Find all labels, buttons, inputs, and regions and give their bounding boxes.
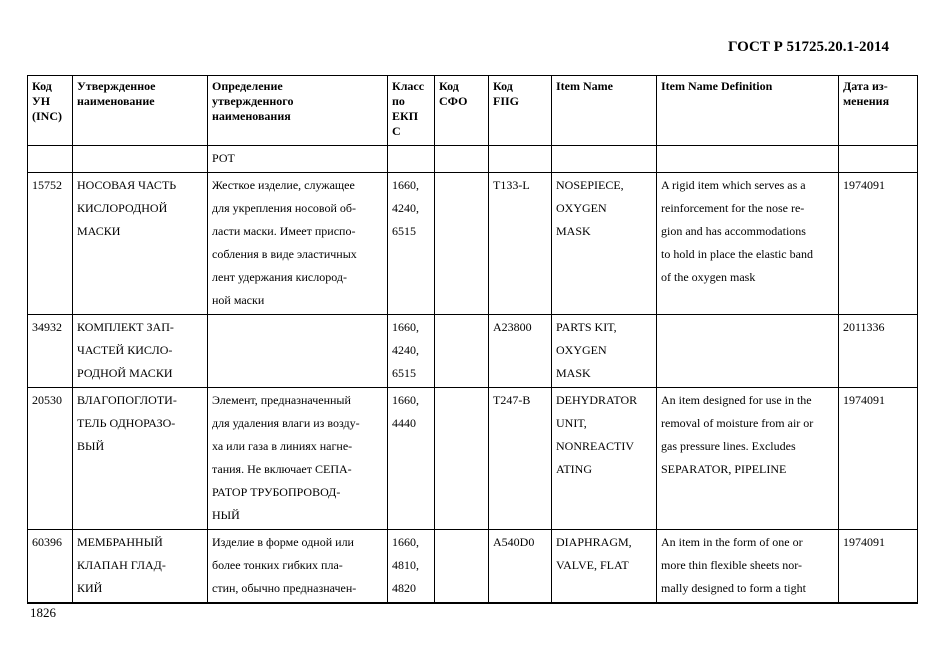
cell-approved-name	[73, 388, 208, 530]
cell-approved-name	[73, 173, 208, 315]
cell-text-line: 4440	[392, 416, 416, 430]
cell-text-line: 6515	[392, 366, 416, 380]
cell-text-line: 34932	[32, 320, 62, 334]
cell-sfo-code	[435, 388, 489, 530]
cell-inc-code	[28, 173, 73, 315]
cell-text-line: 1974091	[843, 535, 885, 549]
cell-text-line: 1660,	[392, 178, 419, 192]
cell-text-line: 2011336	[843, 320, 885, 334]
cell-text-line: 4240,	[392, 343, 419, 357]
cell-text-line: MASK	[556, 224, 591, 238]
cell-text-line: removal of moisture from air or	[661, 416, 814, 430]
cell-name-definition	[208, 530, 388, 604]
continuation-cell-approved-name	[73, 146, 208, 173]
cell-text-line: 1660,	[392, 535, 419, 549]
cell-approved-name	[73, 315, 208, 388]
header-inc-code: Код УН (INC)	[28, 76, 73, 146]
cell-text-line: тания. Не включает СЕПА-	[212, 462, 352, 476]
cell-text-line: 6515	[392, 224, 416, 238]
cell-text-line: для удаления влаги из возду-	[212, 416, 360, 430]
cell-inc-code	[28, 530, 73, 604]
cell-text-line: DIAPHRAGM,	[556, 535, 632, 549]
header-change-date: Дата из- менения	[839, 76, 918, 146]
cell-item-name-definition	[657, 315, 839, 388]
cell-text-line: РОТ	[212, 151, 235, 165]
continuation-cell-fiig-code	[489, 146, 552, 173]
cell-text-line: VALVE, FLAT	[556, 558, 629, 572]
continuation-cell-sfo-code	[435, 146, 489, 173]
cell-fiig-code	[489, 173, 552, 315]
cell-text-line: НЫЙ	[212, 508, 240, 522]
cell-text-line: to hold in place the elastic band	[661, 247, 813, 261]
cell-text-line: ATING	[556, 462, 592, 476]
cell-text-line: 4240,	[392, 201, 419, 215]
cell-change-date	[839, 388, 918, 530]
cell-class	[388, 530, 435, 604]
cell-text-line: собления в виде эластичных	[212, 247, 357, 261]
cell-sfo-code	[435, 315, 489, 388]
cell-text-line: более тонких гибких пла-	[212, 558, 343, 572]
cell-text-line: OXYGEN	[556, 343, 607, 357]
cell-inc-code	[28, 388, 73, 530]
cell-text-line: 1660,	[392, 393, 419, 407]
cell-fiig-code	[489, 388, 552, 530]
cell-text-line: ВЫЙ	[77, 439, 105, 453]
cell-item-name-definition	[657, 173, 839, 315]
cell-text-line: gion and has accommodations	[661, 224, 806, 238]
cell-text-line: gas pressure lines. Excludes	[661, 439, 796, 453]
cell-text-line: КОМПЛЕКТ ЗАП-	[77, 320, 174, 334]
cell-text-line: PARTS KIT,	[556, 320, 617, 334]
cell-text-line: РАТОР ТРУБОПРОВОД-	[212, 485, 341, 499]
cell-text-line: A rigid item which serves as a	[661, 178, 806, 192]
cell-text-line: Изделие в форме одной или	[212, 535, 354, 549]
cell-sfo-code	[435, 530, 489, 604]
cell-fiig-code	[489, 315, 552, 388]
cell-text-line: An item designed for use in the	[661, 393, 812, 407]
cell-text-line: ЧАСТЕЙ КИСЛО-	[77, 343, 173, 357]
header-class: Класс по ЕКП С	[388, 76, 435, 146]
cell-text-line: 60396	[32, 535, 62, 549]
cell-text-line: Элемент, предназначенный	[212, 393, 351, 407]
header-name-definition: Определение утвержденного наименования	[208, 76, 388, 146]
cell-text-line: ха или газа в линиях нагне-	[212, 439, 353, 453]
cell-text-line: T133-L	[493, 178, 530, 192]
cell-text-line: 15752	[32, 178, 62, 192]
cell-text-line: A540D0	[493, 535, 535, 549]
cell-text-line: An item in the form of one or	[661, 535, 803, 549]
header-sfo-code: Код СФО	[435, 76, 489, 146]
table-header-row	[28, 76, 918, 146]
catalog-table	[27, 75, 918, 604]
page-number: 1826	[30, 605, 56, 620]
cell-text-line: КИЙ	[77, 581, 103, 595]
cell-item-name	[552, 173, 657, 315]
header-item-name-definition: Item Name Definition	[657, 76, 839, 146]
cell-text-line: ВЛАГОПОГЛОТИ-	[77, 393, 177, 407]
cell-name-definition	[208, 173, 388, 315]
cell-change-date	[839, 530, 918, 604]
table-row	[28, 315, 918, 388]
cell-text-line: для укрепления носовой об-	[212, 201, 357, 215]
cell-text-line: mally designed to form a tight	[661, 581, 806, 595]
cell-item-name	[552, 530, 657, 604]
cell-change-date	[839, 315, 918, 388]
table-row	[28, 388, 918, 530]
cell-text-line: 20530	[32, 393, 62, 407]
cell-text-line: 1974091	[843, 393, 885, 407]
cell-text-line: 4820	[392, 581, 416, 595]
cell-approved-name	[73, 530, 208, 604]
cell-class	[388, 315, 435, 388]
cell-text-line: КИСЛОРОДНОЙ	[77, 201, 168, 215]
cell-text-line: A23800	[493, 320, 532, 334]
cell-text-line: МАСКИ	[77, 224, 121, 238]
cell-text-line: SEPARATOR, PIPELINE	[661, 462, 787, 476]
cell-name-definition	[208, 388, 388, 530]
cell-class	[388, 388, 435, 530]
cell-text-line: UNIT,	[556, 416, 587, 430]
cell-change-date	[839, 173, 918, 315]
cell-item-name-definition	[657, 530, 839, 604]
table-row-continuation	[28, 146, 918, 173]
cell-text-line: T247-B	[493, 393, 531, 407]
cell-item-name-definition	[657, 388, 839, 530]
cell-fiig-code	[489, 530, 552, 604]
cell-text-line: 1660,	[392, 320, 419, 334]
table-body	[28, 146, 918, 604]
cell-class	[388, 173, 435, 315]
continuation-cell-name-definition	[208, 146, 388, 173]
continuation-cell-item-name-definition	[657, 146, 839, 173]
table-row	[28, 530, 918, 604]
table-row	[28, 173, 918, 315]
cell-text-line: NOSEPIECE,	[556, 178, 624, 192]
cell-text-line: reinforcement for the nose re-	[661, 201, 805, 215]
continuation-cell-change-date	[839, 146, 918, 173]
document-standard-id: ГОСТ Р 51725.20.1-2014	[727, 39, 889, 55]
cell-text-line: more thin flexible sheets nor-	[661, 558, 803, 572]
cell-item-name	[552, 315, 657, 388]
cell-text-line: 4810,	[392, 558, 419, 572]
cell-sfo-code	[435, 173, 489, 315]
cell-text-line: MASK	[556, 366, 591, 380]
continuation-cell-class	[388, 146, 435, 173]
cell-text-line: Жесткое изделие, служащее	[212, 178, 355, 192]
cell-text-line: ной маски	[212, 293, 265, 307]
cell-item-name	[552, 388, 657, 530]
cell-text-line: лент удержания кислород-	[212, 270, 347, 284]
header-item-name: Item Name	[552, 76, 657, 146]
header-fiig-code: Код FIIG	[489, 76, 552, 146]
cell-text-line: of the oxygen mask	[661, 270, 756, 284]
cell-name-definition	[208, 315, 388, 388]
cell-text-line: стин, обычно предназначен-	[212, 581, 357, 595]
cell-text-line: 1974091	[843, 178, 885, 192]
cell-text-line: NONREACTIV	[556, 439, 634, 453]
cell-text-line: DEHYDRATOR	[556, 393, 638, 407]
cell-inc-code	[28, 315, 73, 388]
cell-text-line: ласти маски. Имеет приспо-	[212, 224, 356, 238]
cell-text-line: РОДНОЙ МАСКИ	[77, 366, 173, 380]
cell-text-line: ТЕЛЬ ОДНОРАЗО-	[77, 416, 176, 430]
cell-text-line: МЕМБРАННЫЙ	[77, 535, 163, 549]
header-approved-name: Утвержденное наименование	[73, 76, 208, 146]
cell-text-line: НОСОВАЯ ЧАСТЬ	[77, 178, 177, 192]
continuation-cell-item-name	[552, 146, 657, 173]
cell-text-line: OXYGEN	[556, 201, 607, 215]
cell-text-line: КЛАПАН ГЛАД-	[77, 558, 166, 572]
continuation-cell-inc-code	[28, 146, 73, 173]
